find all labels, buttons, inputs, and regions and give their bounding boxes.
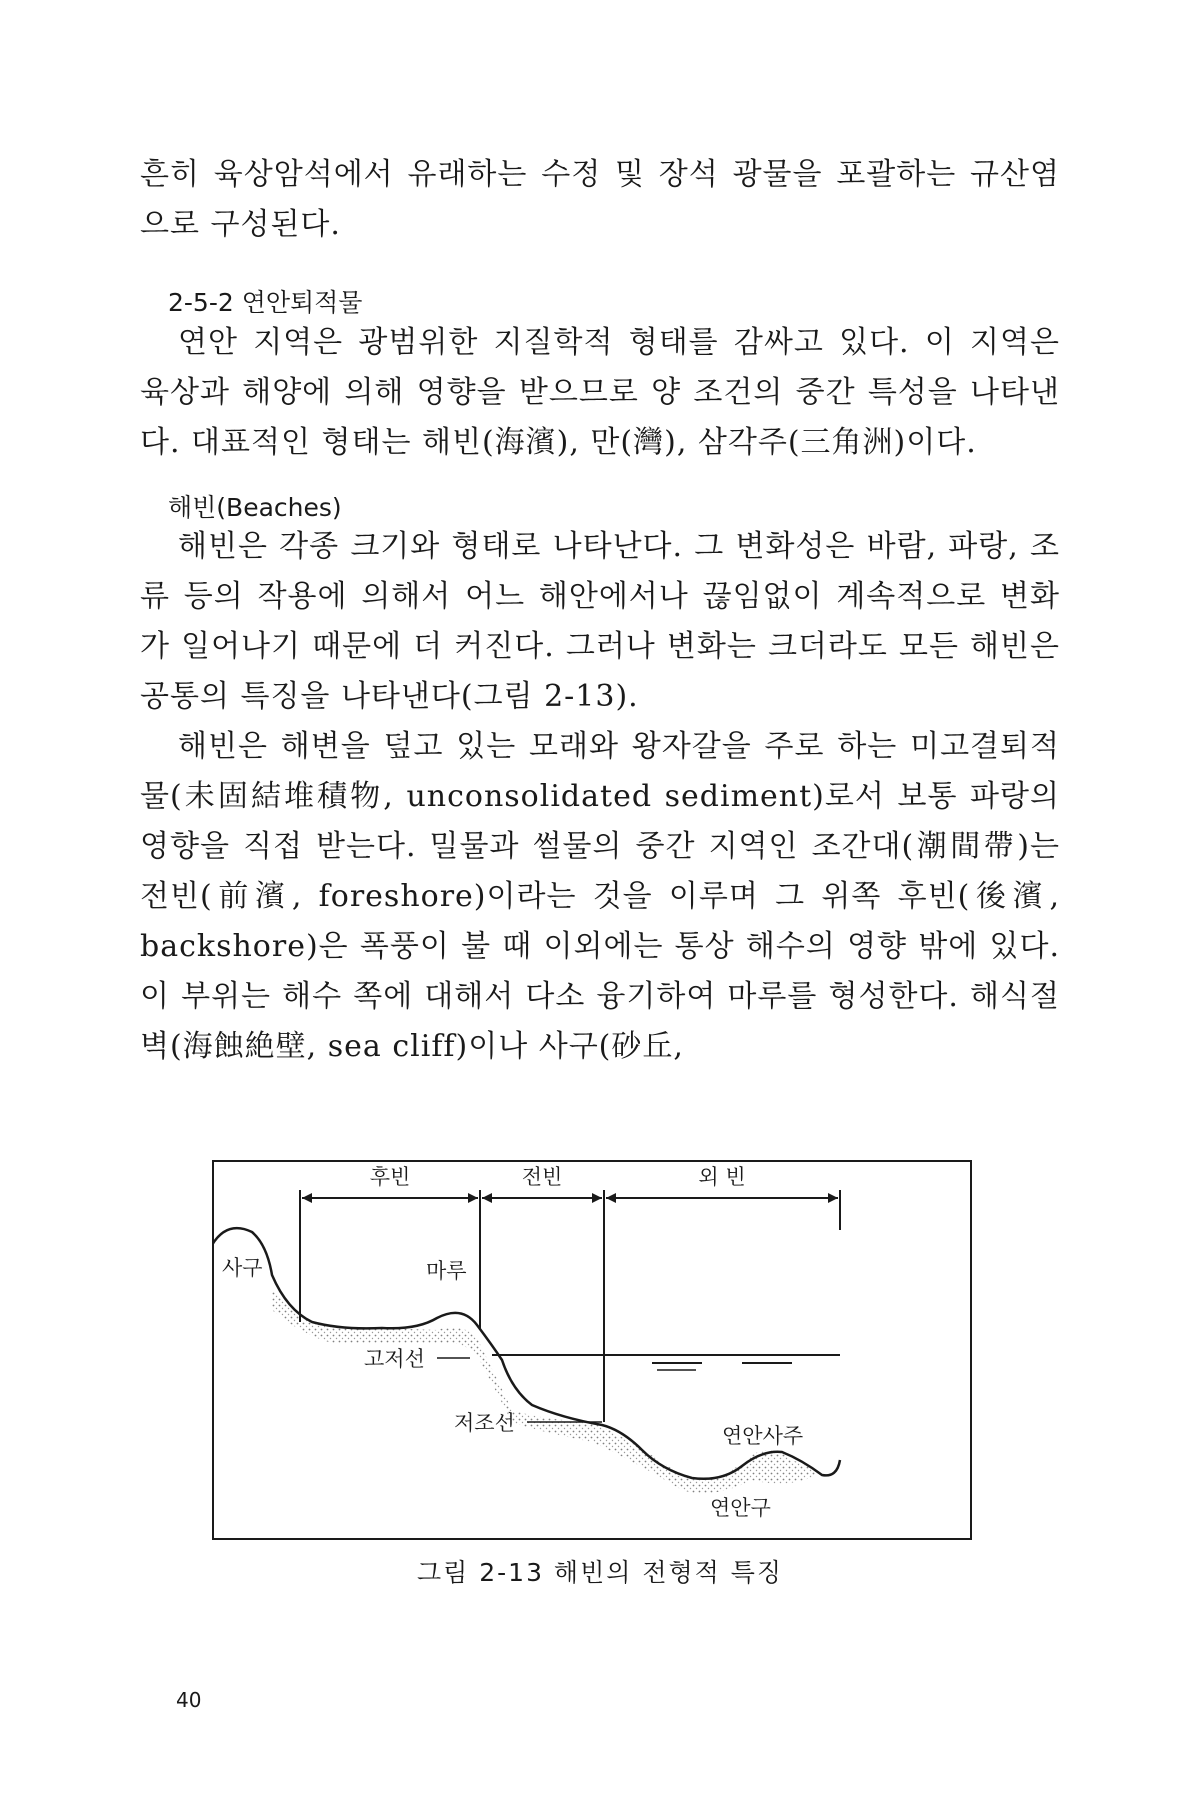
- label-berm: 마루: [426, 1259, 467, 1283]
- subsection-heading: 해빈(Beaches): [168, 493, 342, 522]
- figure-frame: [213, 1161, 971, 1539]
- label-dune: 사구: [222, 1256, 263, 1280]
- beach-profile-figure: [212, 1160, 972, 1540]
- paragraph-beach-features: 해빈은 해변을 덮고 있는 모래와 왕자갈을 주로 하는 미고결퇴적물(未固結堆積物, unconsolidated sediment)로서 보통 파랑의 영향을 직접 받는다. 밀물과 썰물의 중간 지역인 조간대(潮間帶)는 전빈(前濱, foreshore)이라는 것을 이루며 그 위쪽 후빈(後濱, backshore)은 폭풍이 불 때 이외에는 통상 해수의 영향 밖에 있다. 이 부위는 해수 쪽에 대해서 다소 융기하여 마루를 형성한다. 해식절벽(海蝕絶壁, sea cliff)이나 사구(砂丘,: [140, 729, 1060, 1064]
- label-high-tide: 고저선: [364, 1347, 425, 1371]
- paragraph-intro: 흔히 육상암석에서 유래하는 수정 및 장석 광물을 포괄하는 규산염으로 구성된다.: [140, 157, 1060, 242]
- page-number: 40: [176, 1688, 202, 1712]
- label-longshore-trough: 연안구: [710, 1496, 771, 1520]
- zone-label-foreshore: 전빈: [521, 1165, 563, 1189]
- label-low-tide: 저조선: [454, 1411, 515, 1435]
- paragraph-coastal: 연안 지역은 광범위한 지질학적 형태를 감싸고 있다. 이 지역은 육상과 해양에 의해 영향을 받으므로 양 조건의 중간 특성을 나타낸다. 대표적인 형태는 해빈(海濱), 만(灣), 삼각주(三角洲)이다.: [140, 325, 1060, 460]
- section-heading: 2-5-2 연안퇴적물: [168, 288, 363, 317]
- zone-label-backshore: 후빈: [369, 1165, 411, 1189]
- paragraph-beach-variability: 해빈은 각종 크기와 형태로 나타난다. 그 변화성은 바람, 파랑, 조류 등의 작용에 의해서 어느 해안에서나 끊임없이 계속적으로 변화가 일어나기 때문에 더 커진다. 그러나 변화는 크더라도 모든 해빈은 공통의 특징을 나타낸다(그림 2-13).: [140, 529, 1060, 714]
- label-longshore-bar: 연안사주: [722, 1424, 804, 1448]
- beach-profile-diagram: [212, 1160, 972, 1540]
- zone-label-offshore: 외 빈: [698, 1165, 746, 1189]
- figure-caption: 그림 2-13 해빈의 전형적 특징: [416, 1558, 784, 1587]
